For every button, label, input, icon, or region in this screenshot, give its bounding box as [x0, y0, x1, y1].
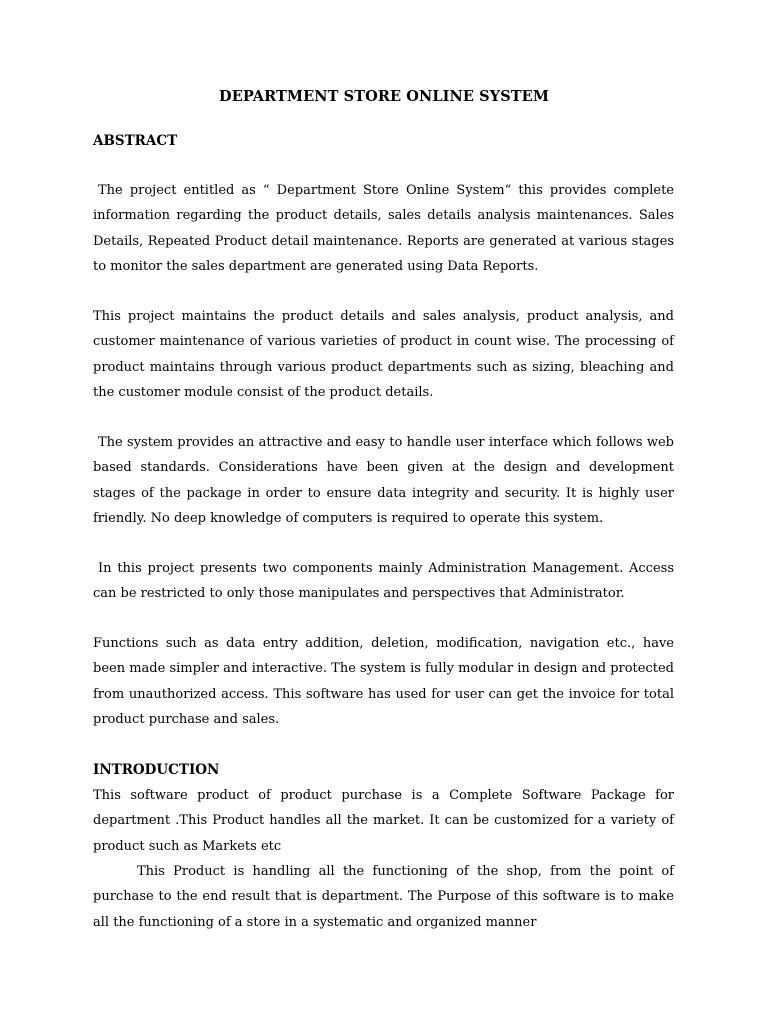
- abstract-paragraph-4: In this project presents two components mainly Administration Management. Access can be restricted to only those manipulates and perspectives that Administrator.: [93, 561, 674, 602]
- abstract-paragraph-3: The system provides an attractive and easy to handle user interface which follows web based standards. Considerations have been given at the design and development stages of the package in order to ensure data integrity and security. It is highly user friendly. No deep knowledge of computers is required to operate this system.: [93, 435, 674, 527]
- introduction-paragraph-2: This Product is handling all the functioning of the shop, from the point of purchase to the end result that is department. The Purpose of this software is to make all the functioning of a store in a systematic and organized manner: [93, 864, 674, 930]
- abstract-heading: ABSTRACT: [93, 133, 178, 149]
- introduction-heading: INTRODUCTION: [93, 762, 220, 778]
- introduction-paragraph-1: This software product of product purchase is a Complete Software Package for department .This Product handles all the market. It can be customized for a variety of product such as Markets etc: [93, 788, 674, 854]
- document-title: DEPARTMENT STORE ONLINE SYSTEM: [219, 88, 549, 105]
- abstract-paragraph-1: The project entitled as “ Department Store Online System“ this provides complete information regarding the product details, sales details analysis maintenances. Sales Details, Repeated Product detail maintenance. Reports are generated at various stages to monitor the sales department are generated using Data Reports.: [93, 183, 674, 275]
- abstract-paragraph-5: Functions such as data entry addition, deletion, modification, navigation etc., have been made simpler and interactive. The system is fully modular in design and protected from unauthorized access. This software has used for user can get the invoice for total product purchase and sales.: [93, 636, 674, 728]
- abstract-paragraph-2: This project maintains the product details and sales analysis, product analysis, and customer maintenance of various varieties of product in count wise. The processing of product maintains through various product departments such as sizing, bleaching and the customer module consist of the product details.: [93, 309, 674, 401]
